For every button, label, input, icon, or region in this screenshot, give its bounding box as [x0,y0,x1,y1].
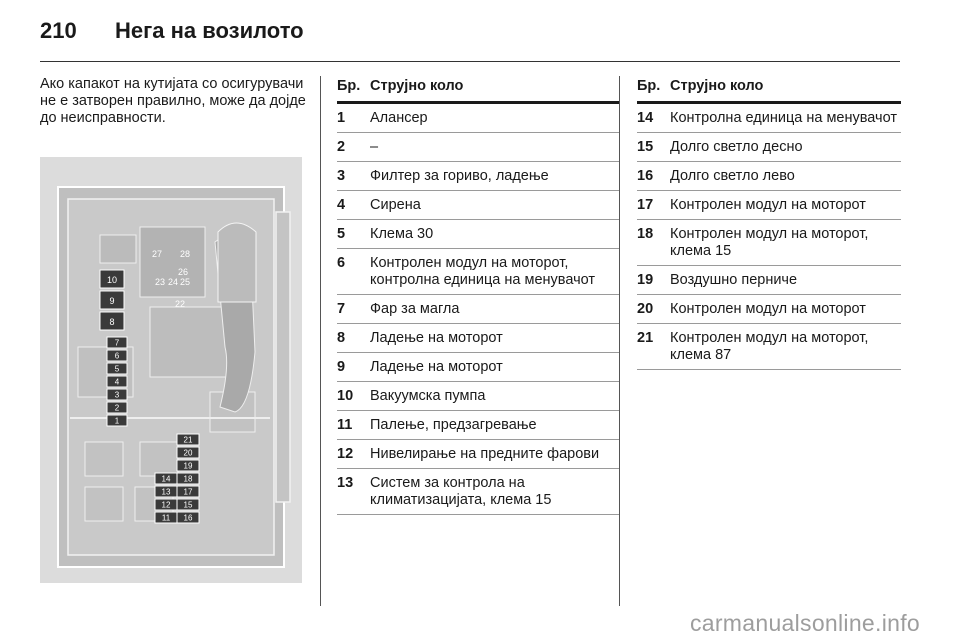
row-number: 17 [637,197,654,213]
intro-paragraph: Ако капакот на кутијата со осигурувачи не е затворен правилно, може да дојде до неисправности. [40,76,306,126]
row-number: 5 [337,226,346,242]
row-description: Воздушно перниче [670,272,798,288]
fuse-label: 8 [109,317,115,327]
row-description: Ладење на моторот [370,330,503,346]
fuse-label: 3 [114,390,120,400]
fuse-label: 9 [109,296,115,306]
row-number: 1 [337,110,346,126]
fuse-label: 23 [155,277,166,287]
column-header-no: Бр. [337,78,361,94]
fuse-label: 27 [152,249,163,259]
fuse-label: 19 [183,461,193,471]
fuse-label: 18 [183,474,193,484]
table-row [337,411,619,440]
row-description: Контролен модул на моторот [670,301,866,317]
row-number: 3 [337,168,346,184]
table-row [337,324,619,353]
fuse-label: 28 [180,249,191,259]
fuse-label: 13 [161,487,171,497]
table-row [337,295,619,324]
row-description: Клема 30 [370,226,434,242]
fuse-label: 26 [178,267,189,277]
fuse-label: 20 [183,448,193,458]
row-number: 18 [637,226,654,242]
row-description: Филтер за гориво, ладење [370,168,549,184]
table-row [337,353,619,382]
row-number: 8 [337,330,346,346]
fuse-label: 4 [114,377,120,387]
circuit-table-left [337,78,619,515]
fuse-label: 22 [174,299,186,309]
row-number: 4 [337,197,346,213]
fuse-label: 2 [114,403,120,413]
table-row [337,249,619,295]
table-row [637,191,901,220]
fuse-label: 12 [161,500,171,510]
fuse-label: 5 [114,364,120,374]
table-row [337,220,619,249]
row-number: 11 [337,417,353,433]
fuse-column-large [100,270,124,330]
table-row [337,440,619,469]
row-number: 6 [337,255,346,271]
relay-block [85,487,123,521]
fuse-box-illustration [40,157,302,583]
fuse-label: 14 [161,474,171,484]
table-row [637,324,901,370]
fuse-label: 15 [183,500,193,510]
watermark: carmanualsonline.info [689,610,920,636]
row-number: 20 [637,301,654,317]
row-number: 16 [637,168,654,184]
table-row [637,220,901,266]
fuse-label: 10 [106,275,118,285]
fuse-box-side-rail [276,212,290,502]
row-description: Нивелирање на предните фарови [370,446,600,462]
row-description: Сирена [370,197,421,213]
row-number: 15 [637,139,654,155]
table-row [637,266,901,295]
row-description: Контролен модул на моторот, контролна единица на менувачот [370,255,596,288]
column-header-circuit: Струјно коло [670,78,764,94]
row-description: Контролен модул на моторот [670,197,866,213]
row-number: 7 [337,301,346,317]
row-number: 12 [337,446,354,462]
table-row [337,104,619,133]
row-number: 21 [637,330,654,346]
page-header [40,18,900,58]
table-row [337,133,619,162]
row-description: Алансер [370,110,428,126]
table-header [337,78,619,104]
row-number: 10 [337,388,354,404]
row-description: – [370,139,379,155]
row-description: Контролен модул на моторот, клема 87 [670,330,869,363]
fuse-label: 16 [183,513,193,523]
table-row [337,191,619,220]
table-row [637,133,901,162]
fuse-label: 17 [183,487,193,497]
fuse-label: 1 [114,416,120,426]
circuit-table-right [637,78,901,370]
row-number: 19 [637,272,654,288]
row-number: 14 [637,110,654,126]
fuse-box-figure [40,157,302,583]
table-row [337,469,619,515]
relay-block [140,442,178,476]
header-rule [40,61,900,62]
column-divider [320,76,321,606]
divider-line [70,417,270,419]
relay-block [150,307,230,377]
page-number: 210 [40,18,77,43]
row-description: Палење, предзагревање [370,417,537,433]
relay-block [85,442,123,476]
fuse-label: 25 [180,277,191,287]
row-description: Контролен модул на моторот, клема 15 [670,226,869,259]
row-description: Фар за магла [370,301,460,317]
table-row [637,162,901,191]
row-description: Долго светло десно [670,139,803,155]
page-title: Нега на возилото [115,18,304,43]
row-description: Вакуумска пумпа [370,388,486,404]
fuse-label: 21 [183,435,193,445]
table-row [637,295,901,324]
row-description: Систем за контрола на климатизацијата, клема 15 [370,475,552,508]
fuse-label: 11 [161,513,171,523]
row-number: 9 [337,359,346,375]
row-number: 13 [337,475,354,491]
table-row [637,104,901,133]
column-divider [619,76,620,606]
row-number: 2 [337,139,346,155]
row-description: Контролна единица на менувачот [670,110,897,126]
column-header-no: Бр. [637,78,661,94]
fuse-label: 6 [114,351,120,361]
row-description: Ладење на моторот [370,359,503,375]
column-header-circuit: Струјно коло [370,78,464,94]
fuse-label: 7 [114,338,120,348]
table-row [337,162,619,191]
row-description: Долго светло лево [670,168,795,184]
fuse-label: 24 [168,277,179,287]
fuse-column-small [107,337,127,426]
cable-connector [218,223,256,302]
battery-terminal [100,235,136,263]
table-header [637,78,901,104]
table-row [337,382,619,411]
